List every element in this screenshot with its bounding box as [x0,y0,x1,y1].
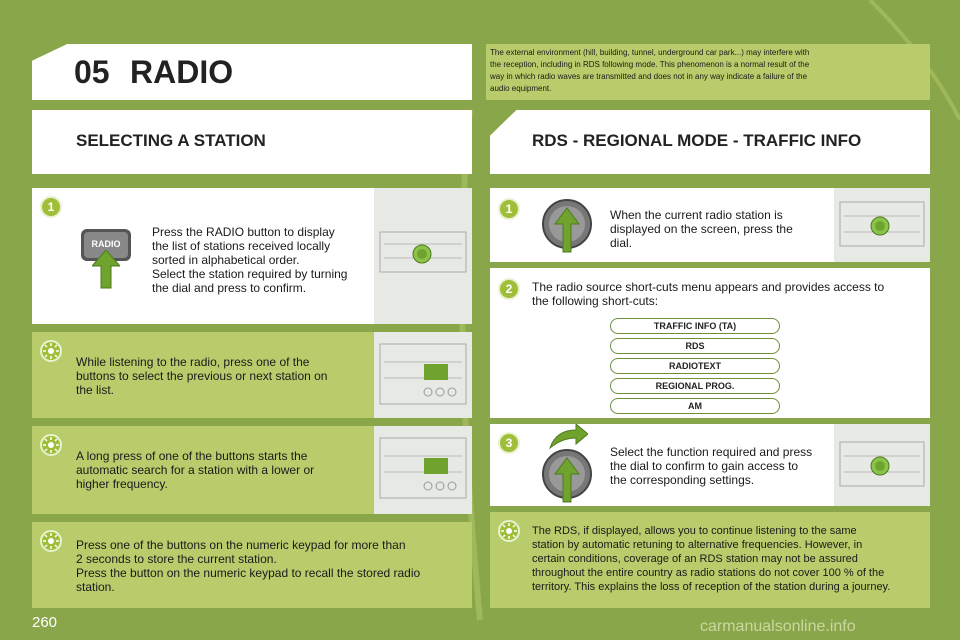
shortcut-regional-prog[interactable]: REGIONAL PROG. [610,378,780,394]
right-step3-text: Select the function required and press the dial to confirm to gain access to the corresponding settings. [610,445,813,487]
step-badge: 1 [498,198,520,220]
watermark: carmanualsonline.info [700,618,856,635]
seek-buttons-thumbnail-1 [374,332,472,418]
left-section-title: SELECTING A STATION [76,131,266,150]
right-section-title: RDS - REGIONAL MODE - TRAFFIC INFO [532,131,862,150]
chapter-title: RADIO [130,54,234,90]
tip-icon [40,434,62,456]
intro-note-text: The external environment (hill, building, tunnel, underground car park...) may interfere with the reception, including in RDS following mode. This phenomenon is a normal result of the way in which radio waves are transmitted and does not in any way indicate a failure of the audio equipment. [490,48,810,93]
tip-icon [40,530,62,552]
left-tip1-text: While listening to the radio, press one of the buttons to select the previous or next station on the list. [76,355,328,397]
left-tip3-text: Press one of the buttons on the numeric keypad for more than 2 seconds to store the current station. Press the button on the numeric keypad to recall the stored radio station. [76,538,421,594]
tip-icon [498,520,520,542]
page-number: 260 [32,614,58,631]
step-badge: 1 [40,196,62,218]
step-badge: 3 [498,432,520,454]
right-step1-text: When the current radio station is displayed on the screen, press the dial. [610,208,793,250]
shortcut-traffic-info[interactable]: TRAFFIC INFO (TA) [610,318,780,334]
dial-press-icon [540,196,594,256]
radio-dial-thumbnail [374,188,472,324]
step-badge: 2 [498,278,520,300]
radio-button-label: RADIO [91,239,121,249]
shortcut-rds[interactable]: RDS [610,338,780,354]
chapter-number: 05 [74,54,110,90]
dial-press-icon [540,446,594,506]
radio-dial-thumbnail-right-2 [834,424,930,506]
radio-dial-thumbnail-right [834,188,930,262]
shortcut-radiotext[interactable]: RADIOTEXT [610,358,780,374]
tip-icon [40,340,62,362]
left-tip2-text: A long press of one of the buttons starts the automatic search for a station with a lower or higher frequency. [76,449,315,491]
left-step1-text: Press the RADIO button to display the list of stations received locally sorted in alphabetical order. Select the station required by turning the dial and press to confirm. [152,225,348,295]
right-step2-text: The radio source short-cuts menu appears and provides access to the following short-cuts: [532,280,885,308]
right-tip-text: The RDS, if displayed, allows you to continue listening to the same station by automatic retuning to alternative frequencies. However, in certain conditions, coverage of an RDS station may not be assured throughout the entire country as radio stations do not cover 100 % of the territory. This explains the loss of reception of the station during a journey. [532,525,891,593]
shortcut-am[interactable]: AM [610,398,780,414]
press-arrow-icon [92,250,120,290]
seek-buttons-thumbnail-2 [374,426,472,514]
